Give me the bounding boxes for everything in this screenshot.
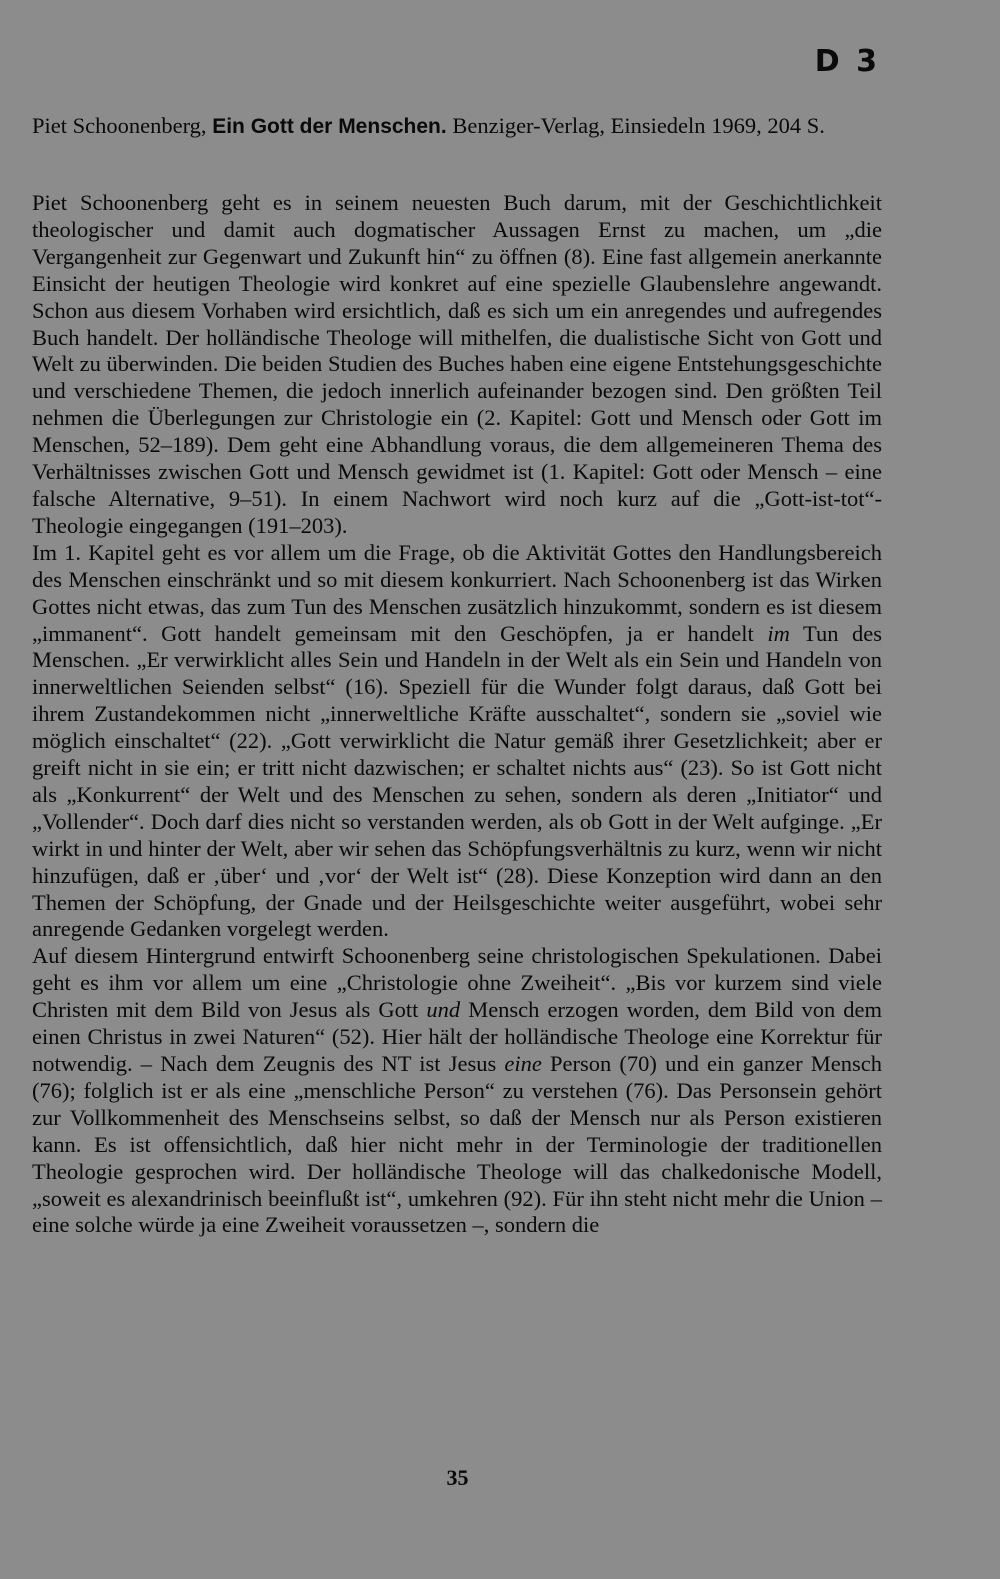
text-run: Piet Schoonenberg geht es in seinem neuesten Buch darum, mit der Geschichtlichkeit theologischer und damit auch dogmatischer Aussagen Ernst zu machen, um „die Vergangenheit zur Gegenwart und Zukunft hin“ zu öffnen (8). Eine fast allgemein anerkannte Einsicht der heutigen Theologie wird konkret auf eine spezielle Glaubenslehre angewandt. Schon aus diesem Vorhaben wird ersichtlich, daß es sich um ein anregendes und aufregendes Buch handelt. Der holländische Theologe will mithelfen, die dualistische Sicht von Gott und Welt zu überwinden. Die beiden Studien des Buches haben eine eigene Entstehungsgeschichte und verschiedene Themen, die jedoch innerlich aufeinander bezogen sind. Den größten Teil nehmen die Überlegungen zur Christologie ein (2. Kapitel: Gott und Mensch oder Gott im Menschen, 52–189). Dem geht eine Abhandlung voraus, die dem allgemeineren Thema des Verhältnisses zwischen Gott und Mensch gewidmet ist (1. Kapitel: Gott oder Mensch – eine falsche Alternative, 9–51). In einem Nachwort wird noch kurz auf die „Gott-ist-tot“-Theologie eingegangen (191–203). bbox=[32, 190, 882, 538]
text-run: Person (70) und ein ganzer Mensch (76); folglich ist er als eine „menschliche Person“ zu verstehen (76). Das Personsein gehört zur Vollkommenheit des Menschseins selbst, so daß der Mensch nur als Person existieren kann. Es ist offensichtlich, daß hier nicht mehr in der Terminologie der traditionellen Theologie gesprochen wird. Der holländische Theologe will das chalkedonische Modell, „soweit es alexandrinisch beeinflußt ist“, umkehren (92). Für ihn steht nicht mehr die Union – eine solche würde ja eine Zweiheit voraussetzen –, sondern die bbox=[32, 1051, 882, 1238]
paragraph bbox=[32, 190, 882, 540]
paragraph bbox=[32, 943, 882, 1239]
emphasis-text: und bbox=[426, 997, 461, 1023]
citation-publisher: Benziger-Verlag, Einsiedeln 1969, 204 S. bbox=[446, 113, 825, 138]
text-run: Mensch erzogen worden, dem Bild von dem einen Christus in zwei Naturen“ (52). Hier hält der holländische Theologe eine Korrektur für notwendig. – Nach dem Zeugnis des NT ist Jesus bbox=[32, 997, 883, 1076]
text-run: Im 1. Kapitel geht es vor allem um die Frage, ob die Aktivität Gottes den Handlungsbereich des Menschen einschränkt und so mit diesem konkurriert. Nach Schoonenberg ist das Wirken Gottes nicht etwas, das zum Tun des Menschen zusätzlich hinzukommt, sondern es ist diesem „immanent“. Gott handelt gemeinsam mit den Geschöpfen, ja er handelt bbox=[32, 539, 882, 646]
book-citation bbox=[32, 112, 882, 140]
page-number: 35 bbox=[446, 1465, 469, 1490]
paragraph bbox=[32, 540, 882, 944]
citation-title: Ein Gott der Menschen. bbox=[212, 115, 447, 138]
citation-author: Piet Schoonenberg, bbox=[32, 113, 213, 138]
emphasis-text: eine bbox=[504, 1051, 542, 1076]
review-body bbox=[32, 190, 882, 1239]
emphasis-text: im bbox=[767, 620, 790, 646]
text-run: Tun des Menschen. „Er verwirklicht alles Sein und Handeln in der Welt als ein Sein und Handeln von innerweltlichen Seienden selbst“ (16). Speziell für die Wunder folgt daraus, daß Gott bei ihrem Zustandekommen nicht „innerweltliche Kräfte ausschaltet“, sondern sie „soviel wie möglich einschaltet“ (22). „Gott verwirklicht die Natur gemäß ihrer Gesetzlichkeit; aber er greift nicht in sie ein; er tritt nicht dazwischen; er schaltet nichts aus“ (23). So ist Gott nicht als „Konkurrent“ der Welt und des Menschen zu sehen, sondern als deren „Initiator“ und „Vollender“. Doch darf dies nicht so verstanden werden, als ob Gott in der Welt aufginge. „Er wirkt in und hinter der Welt, aber wir sehen das Schöpfungsverhältnis zu kurz, wenn wir nicht hinzufügen, daß er ‚über‘ und ‚vor‘ der Welt ist“ (28). Diese Konzeption wird dann an den Themen der Schöpfung, der Gnade und der Heilsgeschichte weiter ausgeführt, wobei sehr anregende Gedanken vorgelegt werden. bbox=[32, 620, 882, 942]
text-run: Auf diesem Hintergrund entwirft Schoonenberg seine christologischen Spekulationen. Dabei geht es ihm vor allem um eine „Christologie ohne Zweiheit“. „Bis vor kurzem sind viele Christen mit dem Bild von Jesus als Gott bbox=[32, 943, 882, 1023]
page-label: D 3 bbox=[814, 44, 880, 79]
